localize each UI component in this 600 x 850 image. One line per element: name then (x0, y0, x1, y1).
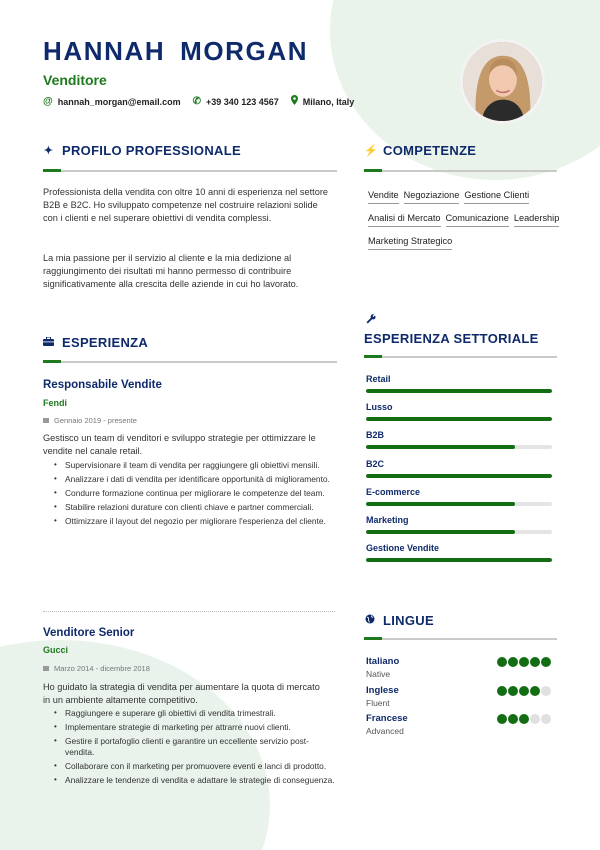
job-dates (43, 416, 137, 425)
rating-dot (497, 686, 507, 696)
languages-heading (364, 613, 434, 628)
industry-label: E-commerce (366, 486, 421, 497)
industry-bar (366, 417, 552, 421)
skill-tag: Comunicazione (446, 213, 509, 227)
job-separator (43, 611, 335, 612)
profile-heading (43, 143, 241, 158)
industry-label: Gestione Vendite (366, 543, 440, 554)
job-dates-text: Gennaio 2019 - presente (54, 416, 137, 425)
job-summary: Gestisco un team di venditori e sviluppo strategie per ottimizzare le vendite nel canale retail. (43, 433, 316, 457)
rating-dot (541, 686, 551, 696)
industry-bar (366, 389, 552, 393)
contact-bar (43, 95, 366, 108)
job-summary: Ho guidato la strategia di vendita per aumentare la quota di mercato in un ambiente altamente competitivo. (43, 682, 320, 706)
sparkle-icon: ✦ (43, 145, 54, 157)
list-item: • Supervisionare il team di vendita per raggiungere gli obiettivi mensili. (43, 460, 335, 471)
job-company: Gucci (43, 645, 69, 655)
rating-dot (530, 714, 540, 724)
wrench-icon (366, 314, 376, 327)
list-item: • Stabilire relazioni durature con clienti chiave e partner commerciali. (43, 502, 335, 513)
list-item: • Condurre formazione continua per migliorare le competenze del team. (43, 488, 335, 499)
list-item: • Raggiungere e superare gli obiettivi di vendita trimestrali. (43, 708, 335, 719)
profile-paragraph-2: La mia passione per il servizio al cliente e la mia dedizione al raggiungimento dei risultati mi hanno permesso di contribuire significativamente alla crescita delle aziende in cui ho lavorato. (43, 253, 299, 290)
job-dates-text: Marzo 2014 - dicembre 2018 (54, 664, 150, 673)
industry-bar-fill (366, 417, 552, 421)
language-level: Advanced (366, 726, 404, 736)
rating-dot (519, 657, 529, 667)
industry-label: Marketing (366, 515, 409, 525)
skill-tag: Marketing Strategico (368, 236, 452, 250)
globe-icon (364, 614, 375, 627)
calendar-icon (43, 666, 49, 671)
candidate-name: HANNAH MORGAN (43, 36, 309, 66)
industry-bar (366, 474, 552, 478)
job-company: Fendi (43, 398, 67, 408)
industry-label: B2B (366, 430, 385, 441)
rating-dot (508, 686, 518, 696)
profile-photo (460, 39, 545, 124)
skills-heading-text: COMPETENZE (383, 143, 477, 158)
job-dates (43, 664, 150, 673)
skill-tag: Vendite (368, 190, 399, 204)
skills-divider (364, 170, 557, 172)
industry-label: B2C (366, 458, 385, 469)
skills-heading (364, 143, 476, 158)
job-role: Venditore Senior (43, 627, 135, 639)
contact-location (291, 95, 355, 108)
language-name: Inglese (366, 684, 399, 696)
rating-dot (519, 714, 529, 724)
rating-dot (541, 714, 551, 724)
rating-dot (508, 657, 518, 667)
language-level: Fluent (366, 697, 390, 708)
language-name: Francese (366, 713, 408, 724)
industry-label: Retail (366, 374, 391, 384)
rating-dot (497, 714, 507, 724)
skill-tag: Leadership (514, 213, 559, 227)
industry-bar (366, 558, 552, 562)
calendar-icon (43, 418, 49, 423)
profile-heading-text: PROFILO PROFESSIONALE (62, 143, 241, 158)
briefcase-icon (43, 337, 54, 349)
job-bullets (43, 708, 335, 789)
industry-label: Lusso (366, 402, 393, 413)
rating-dot (497, 657, 507, 667)
industry-bar (366, 530, 552, 534)
email-text: hannah_morgan@email.com (57, 96, 181, 107)
location-pin-icon (291, 95, 298, 108)
list-item: • Ottimizzare il layout del negozio per migliorare l'esperienza del cliente. (43, 516, 335, 527)
lightning-icon: ⚡ (364, 145, 378, 157)
list-item: • Collaborare con il marketing per promuovere eventi e lanci di prodotto. (43, 761, 335, 772)
profile-paragraph-1: Professionista della vendita con oltre 10 anni di esperienza nel settore B2B e B2C. Ho sviluppato competenze nel costruire relazioni solide con i clienti e nel superare obiettivi di vendita complessi. (43, 187, 328, 224)
language-rating (497, 714, 552, 724)
industry-bar-fill (366, 474, 552, 478)
language-rating (497, 686, 552, 696)
rating-dot (508, 714, 518, 724)
rating-dot (519, 686, 529, 696)
industry-bar (366, 502, 552, 506)
experience-divider (43, 361, 337, 363)
profile-divider (43, 170, 337, 172)
rating-dot (541, 657, 551, 667)
languages-divider (364, 638, 557, 640)
languages-heading-text: LINGUE (383, 613, 434, 628)
job-bullets (43, 460, 335, 530)
skill-tag: Analisi di Mercato (368, 213, 441, 227)
skill-tag: Negoziazione (404, 190, 460, 204)
language-rating (497, 657, 552, 667)
industry-bar-fill (366, 502, 515, 506)
job-role: Responsabile Vendite (43, 379, 162, 391)
industry-bar-fill (366, 558, 552, 562)
industry-heading (364, 331, 539, 346)
list-item: • Analizzare le tendenze di vendita e adattare le strategie di conseguenza. (43, 775, 335, 786)
rating-dot (530, 686, 540, 696)
skills-list (368, 190, 568, 259)
industry-heading-text: ESPERIENZA SETTORIALE (364, 331, 539, 346)
phone-icon: ✆ (192, 96, 201, 107)
list-item: • Gestire il portafoglio clienti e garantire un eccellente servizio post-vendita. (43, 736, 335, 757)
language-level: Native (366, 669, 391, 679)
industry-bar-fill (366, 389, 552, 393)
list-item: • Analizzare i dati di vendita per identificare opportunità di miglioramento. (43, 474, 335, 485)
skill-tag: Gestione Clienti (464, 190, 529, 204)
industry-divider (364, 356, 557, 358)
industry-bar (366, 445, 552, 449)
contact-phone[interactable] (193, 96, 279, 107)
industry-bar-fill (366, 530, 515, 534)
experience-heading (43, 335, 148, 350)
candidate-title: Venditore (43, 72, 107, 88)
location-text: Milano, Italy (302, 96, 355, 107)
phone-text: +39 340 123 4567 (205, 96, 279, 107)
experience-heading-text: ESPERIENZA (62, 335, 149, 350)
language-name: Italiano (366, 656, 400, 667)
at-icon: @ (43, 96, 53, 107)
rating-dot (530, 657, 540, 667)
contact-email[interactable] (43, 96, 181, 107)
list-item: • Implementare strategie di marketing per attrarre nuovi clienti. (43, 722, 335, 733)
industry-bar-fill (366, 445, 515, 449)
